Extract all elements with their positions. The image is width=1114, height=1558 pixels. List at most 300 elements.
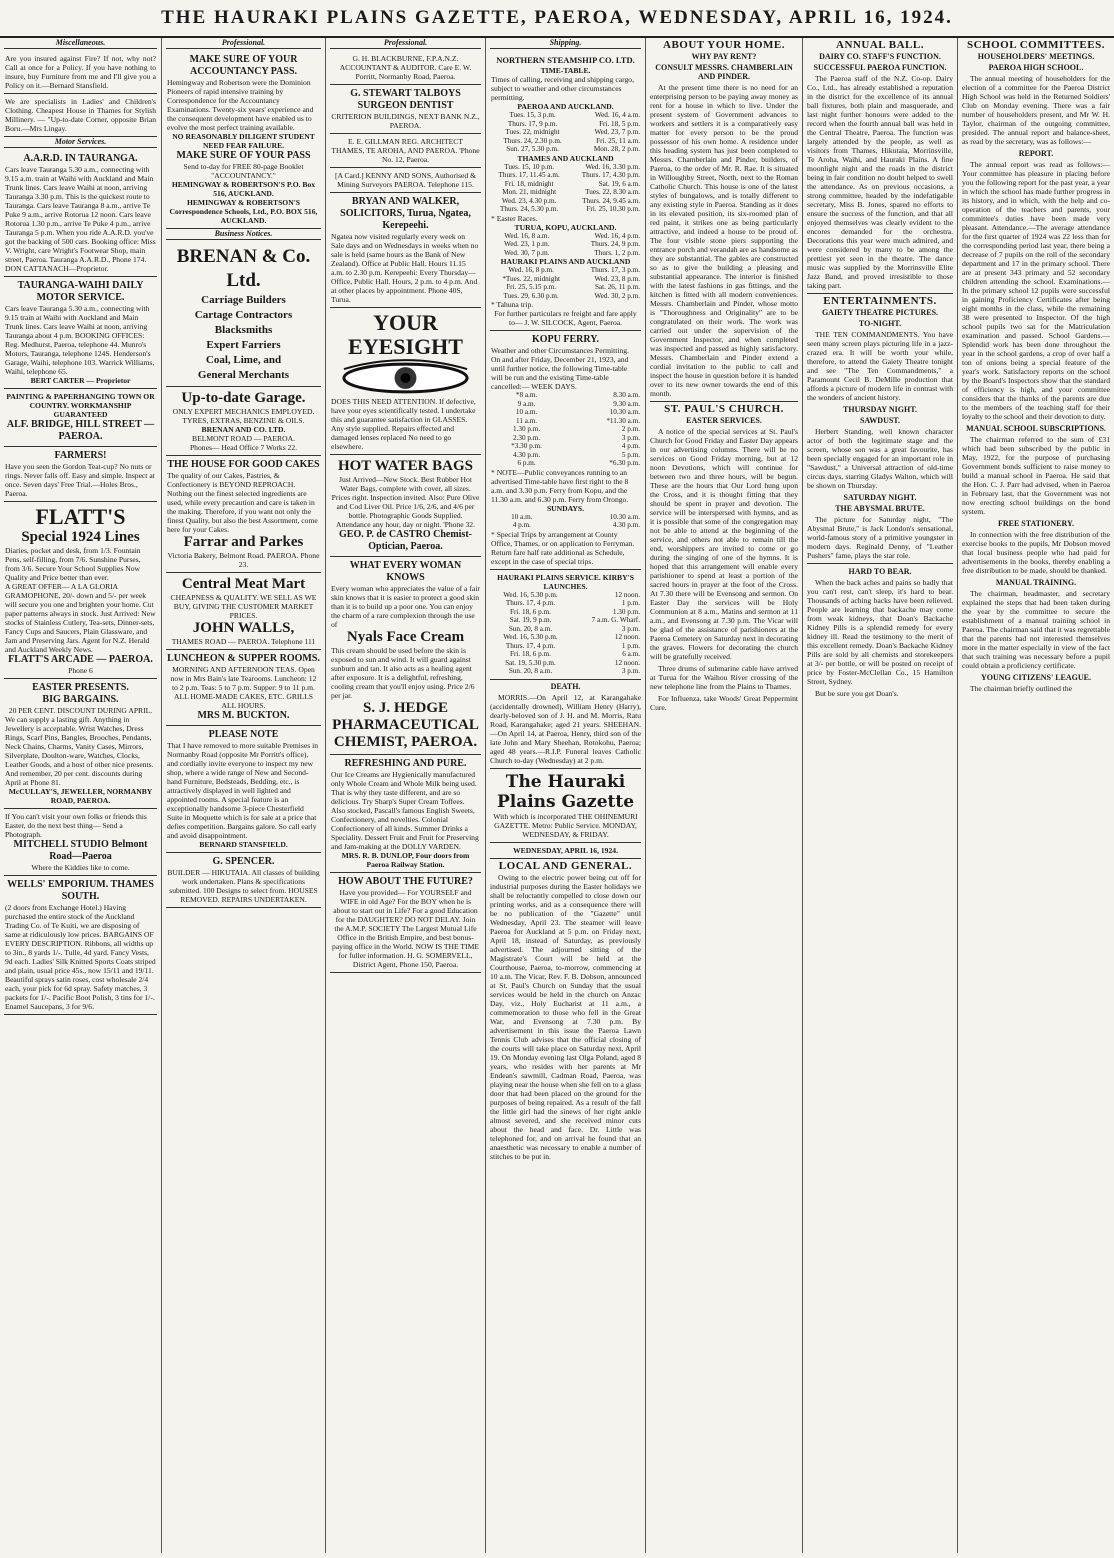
gazette-date: WEDNESDAY, APRIL 16, 1924. [513,845,618,855]
timetable-row [491,292,640,301]
ad-body: DOES THIS NEED ATTENTION. If defective, have your eyes scientifically tested. I undertake this and guarantee satisfaction in GLASSES. Any style supplied. Repairs effected and damaged lenses replaced No need to go elsewhere. [331,397,476,451]
article-subtitle: EASTER SERVICES. [686,416,762,425]
departure-time: Thurs. 17, 4 p.m. [505,641,556,650]
route-title: SUNDAYS. [546,503,585,513]
article-title: ANNUAL BALL. [836,39,924,51]
ad-title: EASTER PRESENTS. [32,682,129,693]
ad-address: FLATT'S ARCADE — PAEROA. [8,654,153,665]
ad-body: TYRES, EXTRAS, BENZINE & OILS. [182,416,305,425]
timetable-sundays [491,513,640,530]
death-notices [490,682,641,765]
timetable-paeroa [491,111,640,154]
departure-time: Wed. 16, 8 p.m. [508,266,554,274]
return-time: 1 p.m. [621,641,640,650]
return-time: Fri. 18, 5 p.m. [599,119,640,128]
departure-time: 4 p.m. [512,521,531,529]
departure-time: Wed. 23, 1 p.m. [503,240,550,248]
ad-address: HEMINGWAY & ROBERTSON'S P.O. Box 516, AUCKLAND. [171,180,316,198]
return-time: Thurs. 17, 4.30 p.m. [581,171,640,179]
meat-ad [166,573,321,650]
ad-address: BELMONT ROAD — PAEROA. [192,434,295,443]
timetable-row [491,145,640,154]
ad-title: THE HOUSE FOR GOOD CAKES [167,459,320,470]
local-general-article [490,859,641,1161]
departure-time: Thurs. 17, 4 p.m. [505,599,556,607]
insurance-ad: Are you insured against Fire? If not, why not? Call at once for a Policy. If you have nothing to insure, buy Furniture from me and I'll give you a Policy on it.—Bernard Stansfield. [4,51,157,94]
gazette-nameplate: The Hauraki Plains Gazette [496,771,635,812]
column-shipping [486,38,646,1553]
section-heading: Professional. [330,38,481,49]
route-title: TURUA, KOPU, AUCKLAND. [514,222,617,232]
timetable-row [491,188,640,197]
article-title: ST. PAUL'S CHURCH. [664,403,784,415]
annual-ball-article [807,41,953,290]
bryan-card [330,193,481,308]
departure-time: 2.30 p.m. [512,433,541,442]
departure-time: Wed. 30, 7 p.m. [503,248,550,257]
return-time: Wed. 30, 2 p.m. [594,291,640,300]
ad-name: MITCHELL STUDIO Belmont Road—Paeroa [13,839,148,862]
ad-body: Have you provided— For YOURSELF and WIFE in old Age? For the BOY when he is about to start out in Life? For a good Education for the DAUGHTER? DO NOT DELAY. Join the A.M.P. SOCIETY The Largest Mutual Life Office in the British Empire, and best bonus-paying office in the World. NOW IS THE TIME for fuller information. H. G. SOMERVELL, District Agent, Phone 150, Paeroa. [332,888,479,969]
return-time: 12 noon. [614,590,640,599]
timetable-row [491,128,640,137]
accountancy-ad [166,51,321,229]
ad-body: Cars leave Tauranga 5.30 a.m., connecting with 9.15 a.m. train at Waihi with Auckland and Main Trunk lines. Cars leave Waihi at noon, arriving Tauranga 3.30 p.m. This is the quickest route to Tauranga. Cars leave Tauranga 8 a.m., arrive Te Puke 9 a.m., arrive Rotorua 12 noon. Cars leave Rotorua 1.30 p.m., arrive Te Puke 4 p.m., arrive Tauranga 5 p.m. When you ride A.A.R.D. you've got the backing of 500 cars. Booking office: Miss V. Wright, care Wright's Footwear Shop, main street, Paeroa. Tauranga A.A.R.D., Phone 174. DON CATTANACH—Proprietor. [5,165,156,273]
ad-tagline: Where the Kiddies like to come. [31,863,130,872]
ad-body: CHEAPNESS & QUALITY. WE SELL AS WE BUY, GIVING THE CUSTOMER MARKET PRICES. [170,593,317,620]
departure-time: Sun. 20, 8 a.m. [508,624,553,633]
timetable-row [491,163,640,172]
ad-address: HEMINGWAY & ROBERTSON'S Correspondence Schools, Ltd., P.O. BOX 516, AUCKLAND. [169,198,318,225]
timetable-row [491,591,640,600]
brenan-line: Expert Farriers [206,339,281,351]
return-time: 3 p.m. [621,624,640,633]
timetable-row [491,232,640,241]
ad-body: Have you seen the Gordon Teat-cup? No nuts or rings. Never falls off. Easy and simple. Inspect at once. Seven days' Free Trial.—Holes Bros., Paeroa. [5,462,155,498]
section-heading: Miscellaneous. [4,38,157,49]
article-subtitle: CONSULT MESSRS. CHAMBERLAIN AND PINDER. [655,63,793,81]
departure-time: *3.30 p.m. [511,442,542,450]
departure-time: 10 a.m. [511,512,533,521]
timetable-row [491,625,640,634]
timetable-row [491,120,640,129]
return-time: 12 noon. [614,658,640,667]
icecream-ad [330,755,481,873]
article-body: A notice of the special services at St. Paul's Church for Good Friday and Easter Day appears in our advertising columns. There will be no services on Good Friday morning, but at 12 noon Devotions, which will continue for between two and three hours, will be begun. These are the hours that Our Lord hung upon the Cross, and it is thought fitting that they should be spent in prayer and devotion. The service will be interspersed with hymns, and as it is possible that some of the congregation may not be able to attend at the beginning of the service, and others not able to remain till the end, worshippers are invited to come or go during the singing of one of the hymns. It is hoped that this arrangement will enable every parishioner to spend at least a portion of the sacred hours in prayer at the foot of the Cross. At 7.30 there will be Evensong and sermon. On Easter Day the services will be Holy Communion at 8 a.m., Matins and sermon at 11 a.m., and Evensong at 7.30 p.m. The Vicar will be glad of the assistance of parishioners at the Paeroa Cemetery on Saturday next in decorating the graves. Flowers for decorating the church will be gratefully received. [650,427,798,661]
ad-title: FARMERS! [54,450,107,461]
ad-title: Central Meat Mart [181,576,306,592]
notice-title: DEATH. [550,681,581,691]
timetable-row [491,642,640,651]
masthead-title: THE HAURAKI PLAINS GAZETTE, PAEROA, WEDNESDAY, APRIL 16, 1924. [161,7,953,28]
ad-name: McCULLAY'S, JEWELLER, NORMANBY ROAD, PAEROA. [8,787,153,805]
painting-ad [4,389,157,447]
eyesight-ad [330,308,481,455]
brenan-line: Cartage Contractors [194,309,293,321]
ad-note: Times of calling, receiving and shipping cargo, subject to weather and other circumstances permitting. [491,75,634,102]
departure-time: Fri. 18, midnight [504,179,554,188]
article-subtitle: SATURDAY NIGHT. [843,493,917,502]
ad-name: BRENAN AND CO. LTD. [201,425,286,434]
timetable-kirby [491,591,640,676]
ad-name: MRS M. BUCKTON. [197,710,290,721]
return-time: Tues. 22, 8.30 a.m. [585,188,640,196]
notice-ad [166,726,321,853]
ad-title: Up-to-date Garage. [181,390,306,406]
notice-body: MORRIS.—On April 12, at Karangahake (accidentally drowned), William Henry (Harry), dearly-beloved son of J. H. and M. Morris, Ratu Road, Karangahake; aged 21 years. SHEEHAN.—On April 14, at Paeroa, Henry, third son of the late John and Mary Sheehan, Rotokohu, Paeroa; aged 48 years.—R.I.P. Funeral leaves Catholic Church to-day (Wednesday) at 2 p.m. [490,692,641,765]
ad-discount: 20 PER CENT. DISCOUNT DURING APRIL. [8,706,153,715]
departure-time: 11 a.m. [516,416,538,425]
return-time: 6 a.m. [622,650,640,658]
ad-body: Our Ice Creams are Hygienically manufactured only Whole Cream and Whole Milk being used. That is why they taste different, and are so delicious. Try Sharp's Super Cream Toffees. Also stocked, Pascall's famous English Sweets, Confectionery, and novelties. Colonial Confectionery of all kinds. Summer Drinks a Speciality. Dessert Fruit and Fruit for Preserving and Jam-making at the DOLLY VARDEN. [331,770,479,851]
ad-body: Just Arrived—New Stock. Best Rubber Hot Water Bags, complete with cover, all sizes. Prices right. Inspection invited. Also: Pure Olive and Cod Liver Oil. Price 1/6, 2/6, and 4/6 per bottle. Photographic Goods Supplied. Attendance any hour, day or night. 'Phone 32. [331,475,480,529]
flatts-ad [4,502,157,679]
timetable-row [491,659,640,668]
departure-time: Wed. 16, 5.30 p.m. [503,633,558,641]
article-subtitle: WHY PAY RENT? [691,52,757,61]
eye-icon [331,359,480,397]
ad-body: MORNING AND AFTERNOON TEAS. Open now in Mrs Bain's late Tearooms. Luncheon: 12 to 2 p.m. Teas: 5 to 7 p.m. Supper: 9 to 11 p.m. ALL HOME-MADE CAKES, ETC. GRILLS ALL HOURS. [170,665,317,710]
timetable-hauraki [491,266,640,300]
section-heading: Motor Services. [4,137,157,148]
departure-time: Sun. 27, 5.30 p.m. [506,145,559,153]
ad-note: * Special Trips by arrangement at County Office, Thames, or on application to Ferryman. Return fare half rate additional as Schedule, except in the case of special trips. [491,529,635,566]
ad-address: THAMES ROAD — PAEROA. Telephone 111 [171,637,316,646]
return-time: 4.30 p.m. [612,521,640,529]
blackburne-card: G. H. BLACKBURNE, F.P.A.N.Z. ACCOUNTANT & AUDITOR. Care E. W. Porritt, Normanby Road, Paeroa. [330,51,481,85]
ad-note: NO REASONABLY DILIGENT STUDENT NEED FEAR FAILURE. [172,132,315,150]
kenny-card: [A Card.] KENNY AND SONS, Authorised & Mining Surveyors PAEROA. Telephone 115. [330,168,481,193]
ad-address: Victoria Bakery, Belmont Road. PAEROA. Phone 23. [167,551,320,569]
hotwater-ad [330,455,481,557]
return-time: 7 a.m. G. Wharf. [591,616,640,624]
departure-time: 1.30 p.m. [512,425,541,433]
return-time: 5 p.m. [621,450,640,459]
article-body: The chairman, headmaster, and secretary explained the steps that had been taken during the year by the committee to secure the establishment of a manual training school in Paeroa. The chairman said that it was regrettable that the parents had not interested themselves more in the matter especially in view of the fact that such training was necessary before a pupil could obtain a proficiency certificate. [962,589,1110,670]
column-home [646,38,803,1553]
gillman-card: E. E. GILLMAN REG. ARCHITECT THAMES, TE AROHA, AND PAEROA. 'Phone No. 12, Paeroa. [330,134,481,168]
ad-offer: A GREAT OFFER— A LA GLORIA GRAMOPHONE, 20/- down and 5/- per week will secure you one and brighten your home. Cut paper patterns always in stock. Just Arrived: New stocks of Stainless Cutlery, Tea-sets, Dinner-sets, Fancy Cups and Saucers, Plain Glassware, and Jam and Preserving Jars. Agent for N.Z. Herald and Auckland Weekly News. [5,582,156,654]
departure-time: Sat. 19, 9 p.m. [509,616,552,624]
article-subtitle: YOUNG CITIZENS' LEAGUE. [980,673,1092,682]
article-body: The annual report was read as follows:— Your committee has pleasure in placing before you the following report for the past year, a year in which the school has made further progress in its history, and in which, with the help and co-operation of the teachers and parents, your committee's duties have been made very pleasant. Attendance.—The average attendance for the first quarter of 1924 was 22 less than for the corresponding period last year, there being a decrease of 7 pupils on the roll of the secondary department and 17 in the primary school. There are at present 343 primary and 52 secondary children attending the school. Examinations.—In the primary school 12 pupils were successful in gaining Proficiency Certificates after being eight months in the class, while the remaining 38 were presented to Inspector. Of the high school pupils two sat for the Matriculation examination and passed. School Gardens.—Splendid work has been done throughout the year in the school gardens, a crop of over half a ton of onions being a special feature of the year's work. Satisfactory reports on the school by the Board's Inspectors show that the standard of efficiency is high, and your committee considers that the thanks of the parents are due to the members of the teaching staff for their loyalty to the school and their devotion to duty. [962,160,1110,421]
timetable-kopu [491,391,640,468]
article-subtitle: MANUAL SCHOOL SUBSCRIPTIONS. [966,424,1106,433]
wells-ad [4,876,157,1015]
brenan-ad [166,242,321,387]
ad-body: This cream should be used before the skin is exposed to sun and wind. It will guard against sunburn and tan. It also acts as a healing agent after exposure. It is a delightful, refreshing, cooling cream that you'll enjoy using. Price 2/6 per jar. [331,646,475,700]
timetable-row [491,521,640,530]
timetable-turua [491,232,640,258]
ad-title: REFRESHING AND PURE. [344,758,467,769]
section-heading: Business Notices. [166,229,321,240]
article-body: The chairman referred to the sum of £31 which had been subscribed by the public in May, 1922, for the purpose of purchasing Government bonds sufficient to raise money to build a manual school in Paeroa. He said that the Hon. C. J. Parr had advised, when in Paeroa in February last, that the Government was not now erecting school buildings on the bond system. [962,435,1110,516]
ad-body: ONLY EXPERT MECHANICS EMPLOYED. [172,407,315,416]
departure-time: Fri. 25, 5.15 p.m. [506,283,557,291]
timetable-row [491,171,640,180]
jeweller-ad [4,679,157,809]
departure-time: Wed. 23, 4.30 p.m. [501,196,557,205]
return-time: Wed. 16, 4 a.m. [594,111,640,119]
talboys-card [330,85,481,134]
article-subtitle: TO-NIGHT. [858,319,902,328]
departure-time: Tues. 15, 3 p.m. [509,111,556,119]
ad-body: BUILDER — HIKUTAIA. All classes of building work undertaken. Plans & specifications submitted. 100 Designs to select from. HOUSES REMOVED. REPAIRS UNDERTAKEN. [167,868,320,904]
column-schools [958,38,1114,1553]
departure-time: Fri. 18, 6 p.m. [510,607,551,616]
ad-phone: Phone 6 [68,666,93,675]
timetable-row [491,417,640,426]
article-body: In connection with the free distribution of the exercise books to the pupils, Mr Dobson moved that local business people who had paid for advertisements in the books, thereby enabling a free distribution to be made, should be thanked. [962,530,1110,575]
brenan-line: General Merchants [197,369,290,381]
departure-time: 6 p.m. [517,459,536,467]
ad-title: WELLS' EMPORIUM. THAMES SOUTH. [7,879,154,902]
ad-title: PAINTING & PAPERHANGING TOWN OR COUNTRY. WORKMANSHIP GUARANTEED [6,392,155,419]
amp-ad [330,873,481,973]
ad-title: YOUR EYESIGHT [348,310,463,359]
return-time: *6.30 p.m. [609,459,640,467]
departure-time: Tues. 29, 6.30 p.m. [503,291,559,300]
departure-time: *Tues. 22, midnight [502,274,560,283]
timetable-thames [491,163,640,214]
timetable-row [491,599,640,608]
ad-body: We can supply a lasting gift. Anything in Jewellery is acceptable. Wrist Watches, Dress Rings, Scarf Pins, Bangles, Brooches, Pendants, Neck Chains, Charms, Vanity Cases, Mirrors, Silverplate, Doulton-ware, Watches, Clocks, Leather Goods, and a host of other nice presents. And remember, 20 per cent. discounts during April at Phone 81. [5,715,154,787]
article-body: The annual meeting of householders for the election of a committee for the Paeroa District High School was held in the Returned Soldiers' Club on Monday evening. There was a fair number of householders present, and Mr W. H. Taylor, chairman of the outgoing committee, presided. The annual report and balance-sheet, as read by the secretary, was as follows:— [962,74,1110,146]
ad-title: Special 1924 Lines [21,529,140,545]
timetable-row [491,408,640,417]
st-pauls-article [650,405,798,712]
departure-time: Fri. 18, 6 p.m. [510,650,551,658]
article-body: The picture for Saturday night, "The Abysmal Brute," is Jack London's sensational, world-famous story of a primitive youngster in modern days. Reginald Denny, of "Leather Pushers" fame, plays the star role. [807,515,953,560]
section-heading: Professional. [166,38,321,49]
ad-title: TIME-TABLE. [540,66,591,75]
column-professional-2 [326,38,486,1553]
timetable-row [491,608,640,617]
ad-body: The quality of our Cakes, Pastries, & Confectionery is BEYOND REPROACH. Nothing out the finest selected ingredients are used, while every precaution and care is taken in the making. Therefore, if you want not only the finest Quality, but also the best Assortment, come here for your Cakes. [167,471,318,534]
ad-name: S. J. HEDGE PHARMACEUTICAL CHEMIST, PAEROA. [332,700,479,750]
ad-body: Weather and other Circumstances Permitting. On and after Friday, December 21, 1923, and until further notice, the following Time-table will be run and the existing Time-table cancelled:— WEEK DAYS. [491,346,629,391]
gazette-subtitle: With which is incorporated THE OHINEMURI GAZETTE. Metro: Public Service. MONDAY, WEDNESDAY, & FRIDAY. [493,811,638,839]
doans-pills-article [807,567,953,698]
timetable-row [491,240,640,249]
article-title: HARD TO BEAR. [848,567,912,576]
return-time: 10.30 a.m. [609,408,640,416]
return-time: Fri. 25, 10.30 p.m. [586,205,640,213]
timetable-row [491,513,640,522]
ad-agent: For further particulars re freight and fare apply to— J. W. SILCOCK, Agent, Paeroa. [494,309,637,327]
return-time: 1 p.m. [621,599,640,607]
timetable-row [491,111,640,120]
return-time: 1.30 p.m. [612,607,640,616]
timetable-row [491,275,640,284]
article-subtitle: MANUAL TRAINING. [995,578,1077,587]
aard-ad [4,150,157,277]
ad-body: That I have removed to more suitable Premises in Normanby Road (opposite Mr Porritt's office), and cordially invite everyone to inspect my new shop, where a wide range of New and Second-hand Furniture, Bedsteads, Bedding, etc., is attractively displayed in well lighted and appointed rooms. A special feature is an exceptionally handsome 3-piece Chesterfield Suite in Moquette which is for sale at a price that defies competition. Bargains galore. So call early and avoid disappointment. [167,741,318,840]
nyals-ad [330,557,481,755]
departure-time: 4.30 p.m. [512,450,541,459]
ad-name: BERNARD STANSFIELD. [199,840,288,849]
timetable-row [491,283,640,292]
timetable-row [491,650,640,659]
ad-body: Hemingway and Robertson were the Dominion Pioneers of rapid intensive training by Correspondence for the Accountancy Examinations. Twenty-six years' experience and the consequent development have enabled us to evolve the most perfect training available. [167,78,314,132]
timetable-row [491,451,640,460]
timetable-row [491,442,640,451]
ad-title: A.A.R.D. IN TAURANGA. [23,153,138,164]
article-subtitle: SUCCESSFUL PAEROA FUNCTION. [813,63,947,72]
timetable-row [491,400,640,409]
timetable-row [491,180,640,189]
about-your-home-article [650,41,798,398]
ad-name: NORTHERN STEAMSHIP CO. LTD. [496,55,635,65]
article-body: The chairman briefly outlined the [970,684,1073,693]
article-body: For Influenza, take Woods' Great Peppermint Cure. [650,694,798,712]
route-note: * Easter Races. [491,213,538,223]
timetable-row [491,197,640,206]
departure-time: Thurs. 17, 9 p.m. [507,119,558,128]
entertainments-article [807,297,953,560]
departure-time: *8 a.m. [515,391,538,399]
article-body: Three drums of submarine cable have arrived at Turua for the Waihou River crossing of the new telephone line from the Plains to Thames. [650,664,798,691]
millinery-ad: We are specialists in Ladies' and Children's Clothing. Cheapest House in Thames for Stylish Millinery. — "Up-to-date Corner, opposite Brian Boru.—Mrs Lingay. [4,94,157,137]
return-time: 4 p.m. [621,442,640,450]
ad-phone: Phones— Head Office 7 Works 22. [189,443,298,452]
article-subtitle: GAIETY THEATRE PICTURES. [821,308,939,317]
departure-time: Mon. 21, midnight [502,188,557,196]
ad-title: PLEASE NOTE [208,729,279,740]
column-miscellaneous [0,38,162,1553]
return-time: 8.30 a.m. [613,391,640,399]
ad-body: Every woman who appreciates the value of a fair skin knows that it is easier to protect a good skin than it is to build up a poor one. You can enjoy the charm of a rare complexion through the use of [331,584,480,629]
school-committees-article [962,41,1110,693]
article-body: The Paeroa staff of the N.Z. Co-op. Dairy Co., Ltd., has already established a reputation in the district for the excellence of its annual ball fixtures, both plain and masquerade, and last night further honours were added to the record when the fourth annual ball was held in the Central Theatre, Paeroa. The function was largely attended by the people, as well as visitors from Thames, Hikutaia, Morrinsville, Te Aroha, Waihi, and Hauraki Plains. A fine moonlight night and the roads in the district being in fair condition no doubt helped to swell the attendance. As on previous occasions, a strong committee, headed by the indefatigable secretary, Miss B. Jones, spared no efforts to ensure the success of the function, and that all enjoyed themselves was clearly evident to the encores demanded for the orchestra. Decorations this year were much admired, and were considered by many to be among the prettiest yet seen in the theatre. The dance music was supplied by the Morrinsville Elite Jazz Band, and proved irresistible to those taking part. [807,74,953,290]
return-time: Sat. 26, 11 p.m. [594,283,640,291]
route-title: HAURAKI PLAINS AND AUCKLAND [500,257,631,266]
garage-ad [166,387,321,456]
route-title: THAMES AND AUCKLAND [517,153,614,163]
article-body: Owing to the electric power being cut off for industrial purposes during the Easter holidays we shall be reluctantly compelled to close down our printing works, and as a consequence there will be no publication of the "Gazette" until Wednesday, April 23. The steamer will leave Paeroa for Auckland at 5 p.m. on Friday next, April 18, instead of Saturday, as previously advertised. The adjourned sitting of the Magistrate's Court will be held at the Courthouse, Paeroa, to-morrow, commencing at 10 a.m. The Vicar, Rev. F. B. Dobson, announced at St. Paul's Church on Sunday that the usual services would be held in the church on Anzac Day, viz., Holy Eucharist at 11 a.m., a commemoration to those who fell in the Great War, and Evensong at 7.30 p.m. By advertisement in this issue the Paeroa Lawn Tennis Club advises that the official closing of the courts will take place on Saturday next, April 19. On Monday evening last Olga Poland, aged 8 years, who resides with her parents at Mr Endean's sawmill, Cadman Road, Paeroa, was playing near the house when she fell on to a glass door that had been placed on the ground for the purposes of being repaired. As a result of the fall the little girl had the sinews of her right ankle almost severed, and she received minor cuts about the head and face. Dr. Little was telephoned for, and on arrival he found that an anaesthetic was necessary to enable a number of stitches to be put in. [490,872,641,1161]
timetable-row [491,633,640,642]
return-time: 10.30 a.m. [609,512,640,521]
timetable-row [491,266,640,275]
ad-name: Farrar and Parkes [183,534,304,550]
ad-title: LUNCHEON & SUPPER ROOMS. [167,653,320,664]
studio-ad [4,809,157,876]
brenan-line: Carriage Builders [201,294,286,306]
return-time: Thurs. 17, 3 p.m. [590,266,640,274]
article-title: ENTERTAINMENTS. [823,295,937,307]
ad-name: G. STEWART TALBOYS SURGEON DENTIST [350,88,461,111]
ad-subtitle: BIG BARGAINS. [42,694,119,705]
ad-name: G. SPENCER. [212,856,275,867]
timetable-row [491,391,640,400]
return-time: Wed. 16, 3.30 p.m. [585,162,640,171]
article-subtitle: THURSDAY NIGHT. [843,405,917,414]
return-time: 3 p.m. [621,433,640,442]
article-body: When the back aches and pains so badly that you can't rest, can't sleep, it's hard to bear. Thousands of aching backs have been relieved. People are learning that backache may come from weak kidneys, that Doan's Backache Kidney Pills is a splendid remedy for every kidney ill. Read the testimony to the merit of this excellent remedy. Doan's Backache Kidney Pills are sold by all chemists and storekeepers at 3/- per bottle, or will be posted on receipt of price by Foster-McClellan Co., 15 Hamilton Street, Sydney. [807,578,953,686]
article-subtitle: THE ABYSMAL BRUTE. [835,504,925,513]
kopu-ferry-ad [490,331,641,570]
ad-name: BRYAN AND WALKER, SOLICITORS, Turua, Ngatea, Kerepeehi. [340,196,471,231]
departure-time: Thurs. 24, 5.30 p.m. [500,205,559,213]
kirby-launches-ad [490,570,641,680]
return-time: 12 noon. [614,633,640,641]
ad-name: FLATT'S [35,504,126,529]
ad-proprietor: BERT CARTER — Proprietor [30,376,131,385]
article-title: LOCAL AND GENERAL. [498,859,633,872]
ad-title: HOW ABOUT THE FUTURE? [338,876,473,887]
return-time: Wed. 23, 7 p.m. [594,128,640,136]
ad-body: Diaries, pocket and desk, from 1/3. Fountain Pens, self-filling, from 7/6. Sunshine Purses, from 3/6. Secure Your School Supplies Now Quality and Price better than ever. [5,546,141,582]
farmers-ad [4,447,157,502]
departure-time: 10 a.m. [515,408,538,416]
route-note: * Tahuna trip. [491,300,534,309]
ad-address: CRITERION BUILDINGS, NEXT BANK N.Z., PAEROA. [331,112,480,130]
return-time: *11.30 a.m. [606,416,640,425]
ad-body: Cars leave Tauranga 5.30 a.m., connecting with 9.15 train at Waihi with Auckland and Main Trunk lines. Cars leave Waihi at noon, arriving Tauranga about 4 p.m. BOOKING OFFICES: Reg. Medhurst, Paeroa, telephone 44. Munro's Motors, Tauranga, telephone 124S. Henderson's Garage, Waihi, telephone 103. Warrick Williams, Waihi, telephone 65. [5,304,155,376]
section-heading: Shipping. [490,38,641,49]
timetable-row [491,667,640,676]
ad-body: If You can't visit your own folks or friends this Easter, do the next best thing— Send a Photograph. [5,812,147,839]
northern-steamship-ad [490,51,641,331]
return-time: Mon. 28, 2 p.m. [593,145,640,153]
column-professional [162,38,326,1553]
departure-time: Wed. 16, 8 a.m. [504,231,550,240]
ad-note: * NOTE—Public conveyances running to an advertised Time-table have first right to the 8 a.m. and 3.30 p.m. Ferry from Kopu, and the 11.30 a.m. and 6.30 p.m. Ferry from Orongo. [491,467,629,504]
return-time: 3 p.m. [621,667,640,675]
timetable-row [491,205,640,214]
return-time: Thurs. 24, 9 p.m. [590,240,640,248]
timetable-row [491,459,640,468]
article-body: THE TEN COMMANDMENTS. You have seen many screen plays picturing life in a jazz-crazed era. It will be worth your while, therefore, to attend the Gaiety Theatre tonight and see "The Ten Commandments," a Paramount Cecil B. DeMille production that affords a picture of modern life in contrast with the wonders of ancient history. [807,330,953,402]
brenan-line: Coal, Lime, and [205,354,282,366]
ad-booklet: Send to-day for FREE 80-page Booklet "ACCOUNTANCY." [183,162,304,180]
departure-time: Sat. 19, 5.30 p.m. [505,658,556,667]
ad-title: WHAT EVERY WOMAN KNOWS [349,560,462,583]
ad-title: KOPU FERRY. [531,334,600,345]
route-title: PAEROA AND AUCKLAND. [517,102,614,111]
departure-time: Tues. 22, midnight [505,128,560,136]
brenan-line: Blacksmiths [214,324,273,336]
ad-title: MAKE SURE OF YOUR ACCOUNTANCY PASS. [189,54,298,77]
ad-name: BRENAN & Co. Ltd. [176,246,311,291]
article-subtitle: HOUSEHOLDERS' MEETINGS. [977,52,1095,61]
article-title: ABOUT YOUR HOME. [663,39,785,51]
article-subtitle: SAWDUST. [859,416,901,425]
article-body: At the present time there is no need for an enterprising person to be paying away money as rent for a house in which to live. Under the present system of Government advances to workers and settlers it is a comparatively easy matter for every person to be the proud possessor of his own home. A residence under this heading system has just been completed to Messrs. Chamberlain and Pinder, builders, of Paeroa, to the order of Mr. R. Rae. It is situated in Willoughby Street, North, next to the Roman Catholic Church. This house is one of the latest styles of bungalows, and is totally different to any existing style in Paeroa. Standing as it does in its elevated position, its six-roomed plan of red paint, it strikes one as being particularly attractive, and indeed a house to be proud of. The four visible stone piers supporting the entrance porch and verandah are as handsome as they are substantial. The gables are constructed so as to give the building a pleasing and substantial appearance. The interior is finished with the latest fashions in gas fittings, and the kitchen is fitted with all modern conveniences. Messrs. Chamberlain and Pinder, whose motto is "Thoroughness and Originality" are to be congratulated on their work. The work was carried out under the supervision of the Government Inspector, and when completed was inspected and passed as highly satisfactory. Messrs. Chamberlain and Pinder extend a cordial invitation to the public to call and inspect the house in question before it is handed over to its new owner towards the end of this month. [650,83,798,398]
article-subtitle: PAEROA HIGH SCHOOL. [988,63,1084,72]
return-time: 2 p.m. [621,425,640,433]
timetable-row [491,137,640,146]
ad-name: ALF. BRIDGE, HILL STREET — PAEROA. [6,419,155,442]
ad-body: Ngatea now visited regularly every week on Sale days and on Wednesdays in weeks when no sale is held (same hours as the Bank of New Zealand). Office at Public Hall. Hours 11.15 a.m. to 2.30 p.m. Kerepeehi: Every Thursday—Office, Public Hall. Hours, 2 p.m. to 4 p.m. And at other places by appointment. Phone 40S, Turua. [331,232,479,304]
return-time: Sat. 19, 6 a.m. [598,179,640,188]
article-subtitle: FREE STATIONERY. [997,519,1075,528]
ad-subtitle: MAKE SURE OF YOUR PASS [176,150,311,161]
article-title: SCHOOL COMMITTEES. [967,39,1105,51]
departure-time: Tues. 15, 10 p.m. [504,162,555,171]
departure-time: Thurs. 24, 2.30 p.m. [503,136,562,145]
departure-time: 9 a.m. [517,399,536,408]
departure-time: Thurs. 17, 11.45 a.m. [498,171,560,179]
timetable-row [491,434,640,443]
timetable-row [491,249,640,258]
return-time: Wed. 16, 4 p.m. [594,231,640,240]
return-time: Thurs. 24, 9.45 a.m. [582,196,640,205]
departure-time: Wed. 16, 5.30 p.m. [503,590,558,599]
departure-time: Sun. 20, 8 a.m. [508,667,553,675]
article-subtitle: DAIRY CO. STAFF'S FUNCTION. [819,52,941,61]
cakes-ad [166,456,321,573]
